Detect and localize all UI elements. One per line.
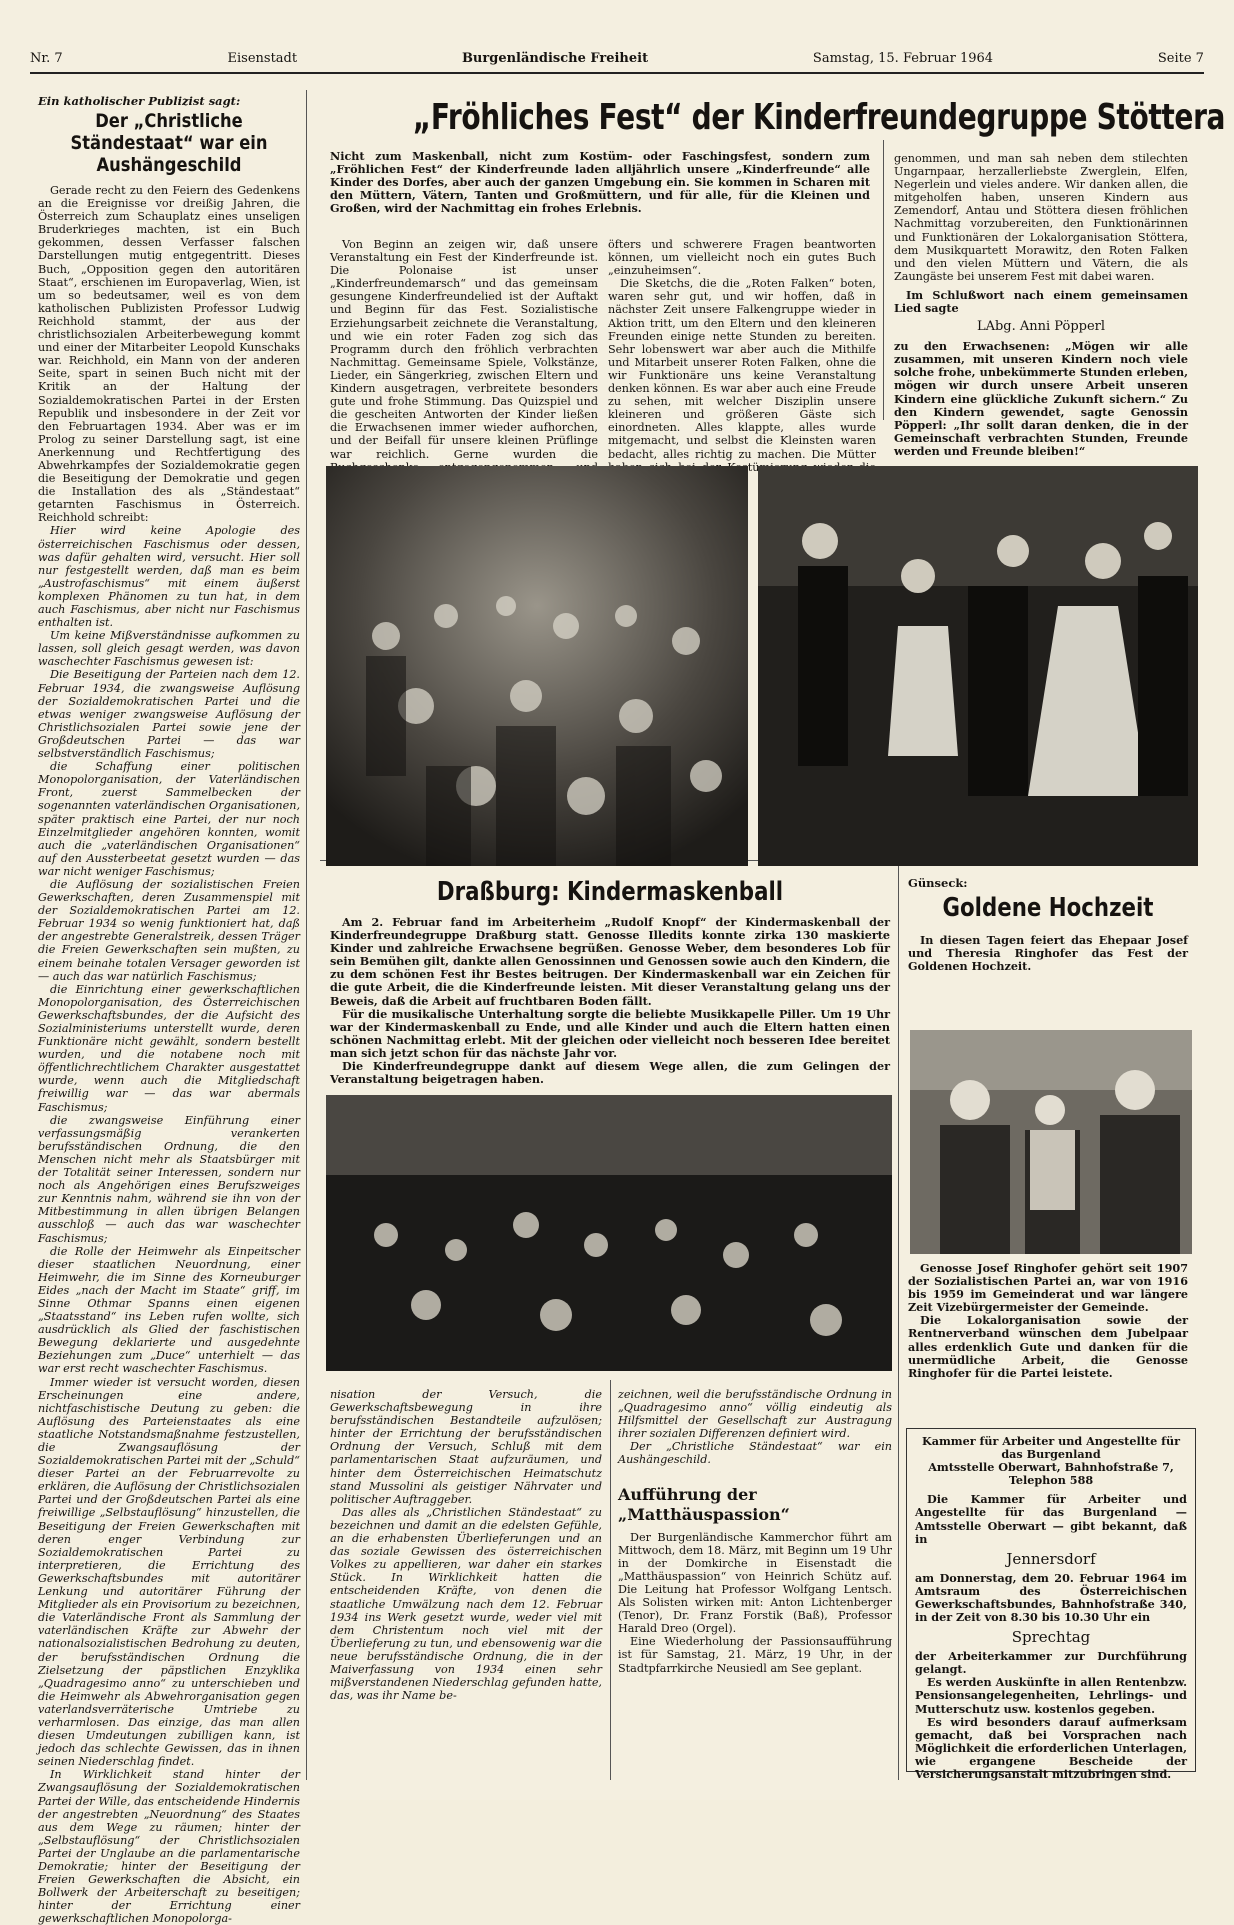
left-article-quote: Die Beseitigung der Parteien nach dem 12. Februar 1934, die zwangsweise Auflösung der Sozialdemokratischen Partei und die etwas weniger zwangsweise Auflösung der Christlichsozialen Partei sowie jene der Großdeutschen Partei — das war selbstverständlich Faschismus; [38,668,300,761]
column-rule [610,1380,611,1780]
column-rule [898,845,899,1780]
place-of-publication: Eisenstadt [227,50,298,66]
photo-children-polonaise [326,466,748,866]
left-article-quote: die zwangsweise Einführung einer verfassungsmäßig verankerten berufsständischen Ordnung, die den Menschen nicht mehr als Staatsbürger mit der Totalität seiner Interessen, sondern nur noch als Angehörigen eines Berufszweiges zur Kenntnis nahm, während sie ihn von der Mitbestimmung in allen übrigen Belangen ausschloß — auch das war waschechter Faschismus; [38,1113,300,1245]
column-rule [883,140,884,420]
column-rule [306,90,307,1780]
photo-image [758,466,1198,866]
page-number: Seite 7 [1157,50,1204,66]
notice-location: Jennersdorf [1006,1549,1096,1568]
notice-event: Sprechtag [1011,1628,1091,1647]
guensek-headline: Goldene Hochzeit [942,893,1154,923]
main-article-column-1: Von Beginn an zeigen wir, daß unsere Veranstaltung ein Fest der Kinderfreunde ist. Die Polonaise ist unser „Kinderfreundemarsch“ und das gemeinsam gesungene Kinderfreundelied ist der Auftakt und Beginn für das Fest. Sozialistische Erziehungsarbeit zeichnete die Veranstaltung, und wie ein roter Faden zog sich das Programm durch den fröhlich verbrachten Nachmittag. Gemeinsame Spiele, Volkstänze, Lieder, ein Sängerkrieg, zwischen Eltern und Kindern ausgetragen, verbreitete besonders gute und frohe Stimmung. Das Quizspiel und die gescheiten Antworten der Kinder ließen die Erwachsenen immer wieder aufhorchen, und der Beifall für unsere kleinen Prüflinge war reichlich. Gerne wurden die [330,238,598,461]
speaker-name: LAbg. Anni Pöpperl [976,319,1106,335]
main-article-column-3: genommen, und man sah neben dem stilechten Ungarnpaar, herzallerliebste Zwerglein, Elfen, Negerlein und vieles andere. Wir danken allen, die mitgeholfen haben, unseren Kindern aus Zemendorf, Antau und Stöttera diesen fröhlichen Nachmittag vorzubereiten, den Funktionärinnen und Funktionären der Lokalorganisation Stöttera, dem Musikquartett Morawitz, den Roten Falken und den vielen Müttern und Vätern, die als Zaungäste bei unserem Fest mit dabei waren. Im Schlußwort nach einem gemeinsamen Lied sagte LAbg. Anni Pöpperl zu den Erwachsenen: „Mögen wir alle zusammen, mit unseren Kindern noch viele solche frohe, unbekümmerte Stunden erleben, mögen wir durch unsere Arbeit unseren Kindern eine glückliche Zukunft sichern.“ Zu den Kindern gewendet, sagte Genossin Pöpperl: „Ihr sollt daran denken, die in der Gemeinschaft verbrachten Stunden, Freunde werden und Freunde bleiben!“ [894,152,1188,458]
newspaper-name: Burgenländische Freiheit [461,50,649,66]
kammer-notice-box: Kammer für Arbeiter und Angestellte für das Burgenland Amtsstelle Oberwart, Bahnhofstraße 7, Telephon 588 Die Kammer für Arbeiter und Angestellte für das Burgenland — Amtsstelle Oberwart — gibt bekannt, daß in Jennersdorf am Donnerstag, dem 20. Februar 1964 im Amtsraum des Österreichischen Gewerkschaftsbundes, Bahnhofstraße 340, in der Zeit von 8.30 bis 10.30 Uhr ein Sprechtag der Arbeiterkammer zur Durchführung gelangt. Es werden Auskünfte in allen Rentenbzw. Pensionsangelegenheiten, Lehrlings- und Mutterschutz usw. kostenlos gegeben. Es wird besonders darauf aufmerksam gemacht, daß bei Vorsprachen nach Möglichkeit die erforderlichen Unterlagen, wie ergangene Bescheide der Versicherungsanstalt mitzubringen sind. [906,1428,1196,1772]
guensek-article: Günseck: Goldene Hochzeit In diesen Tagen feiert das Ehepaar Josef und Theresia Ringhofer das Fest der Goldenen Hochzeit. [908,876,1188,974]
guensek-article-body: Genosse Josef Ringhofer gehört seit 1907 der Sozialistischen Partei an, war von 1916 bis 1959 im Gemeinderat und war längere Zeit Vizebürgermeister der Gemeinde. Die Lokalorganisation sowie der Rentnerverband wünschen dem Jubelpaar alles erdenklich Gute und danken für die unermüdliche Arbeit, die Genosse Ringhofer für die Partei leistete. [908,1261,1188,1380]
photo-image [326,466,748,866]
left-article-continuation-2: zeichnen, weil die berufsständische Ordnung in „Quadragesimo anno“ völlig eindeutig als Hilfsmittel der Gesellschaft zur Austragung ihrer sozialen Differenzen definiert wird. Der „Christliche Ständestaat“ war ein Aushängeschild. Aufführung der „Matthäuspassion“ Der Burgenländische Kammerchor führt am Mittwoch, dem 18. März, mit Beginn um 19 Uhr in der Domkirche in Eisenstadt die „Matthäuspassion“ von Heinrich Schütz auf. Die Leitung hat Professor Wolfgang Lentsch. Als Solisten wirken mit: Anton Lichtenberger (Tenor), Dr. Franz Forstik (Baß), Professor Harald Dreo (Orgel). Eine Wiederholung der Passionsaufführung ist für Samstag, 21. März, 19 Uhr, in der Stadtpfarrkirche Neusiedl am See geplant. [618,1388,892,1675]
photo-image [326,1095,892,1371]
left-article-quote: die Einrichtung einer gewerkschaftlichen Monopolorganisation, des Österreichischen Gewerkschaftsbundes, der die Aufsicht des Sozialministeriums unterstellt wurde, deren Funktionäre nicht gewählt, sondern bestellt wurden, und die notabene noch mit öffentlichrechtlichem Charakter ausgestattet wurde, wenn auch die Mitgliedschaft freiwillig war — das war abermals Faschismus; [38,982,300,1114]
left-article-quote: die Rolle der Heimwehr als Einpeitscher dieser staatlichen Neuordnung, einer Heimwehr, die im Sinne des Korneuburger Eides „nach der Macht im Staate“ griff, im Sinne Othmar Spanns einen eigenen „Staatsstand“ ins Leben rufen wollte, sich ausdrücklich als Glied der faschistischen Bewegung deklarierte und ausgedehnte Beziehungen zum „Duce“ unterhielt — das war erst recht waschechter Faschismus. [38,1244,300,1376]
left-article-kicker: Ein katholischer Publizist sagt: [38,94,241,108]
left-article-continuation: nisation der Versuch, die Gewerkschaftsbewegung in ihre berufsständischen Bestandteile aufzulösen; hinter der Errichtung der berufsständischen Ordnung der Versuch, Schluß mit dem parlamentarischen Staat aufzuräumen, und hinter dem Österreichischen Heimatschutz stand Mussolini als geistiger Nährvater und politischer Auftraggeber. Das alles als „Christlichen Ständestaat“ zu bezeichnen und damit an die edelsten Gefühle, an die erhabensten Überlieferungen und an das soziale Gewissen des österreichischen Volkes zu appellieren, war daher ein starkes Stück. In Wirklichkeit hatten die entscheidenden Kräfte, von denen die staatliche Umwälzung nach dem 12. Februar 1934 ins Werk gesetzt wurde, weder viel mit dem Christentum noch viel mit der Überlieferung zu tun, und ebensowenig war die neue berufsständische Ordnung, die in der Maiverfassung von 1934 einen sehr mißverstandenen Niederschlag gefunden hatte, das, was ihr Name be- [330,1388,602,1703]
matthaeus-headline: Aufführung der „Matthäuspassion“ [618,1484,790,1524]
left-article-quote: Hier wird keine Apologie des österreichischen Faschismus oder dessen, was dafür gehalten wird, versucht. Hier soll nur festgestellt werden, daß man es beim „Austrofaschismus“ mit einem äußerst komplexen Phänomen zu tun hat, in dem auch Faschismus, aber nicht nur Faschismus enthalten ist. [38,524,300,630]
left-article-quote: Immer wieder ist versucht worden, diesen Erscheinungen eine andere, nichtfaschistische Deutung zu geben: die Auflösung des Parteienstaates als eine staatliche Notstandsmaßnahme festzustellen, die Zwangsauflösung der Sozialdemokratischen Partei mit der „Schuld“ dieser Partei an der Februarrevolte zu erklären, die Auflösung der Christlichsozialen Partei und der Großdeutschen Partei als eine freiwillige „Selbstauflösung“ hinzustellen, die Beseitigung der Freien Gewerkschaften mit deren enger Verbindung zur Sozialdemokratischen Partei zu interpretieren, die Errichtung des Gewerkschaftsbundes mit autoritärer Lenkung und autoritärer Führung der Mitglieder als ein Provisorium zu bezeichnen, die Vaterländische Front als Sammlung der vaterländischen Kräfte zur Abwehr der nationalsozialistischen Bedrohung zu deuten, der berufsständischen Ordnung die Zielsetzung der päpstlichen Enzyklika „Quadragesimo anno“ zu unterschieben und die Heimwehr als Abwehrorganisation gegen vaterlandsverräterische Umtriebe zu verharmlosen. Das einzige, das man allen diesen Umdeutungen zubilligen kann, ist jedoch das schlechte Gewissen, das in ihnen seinen Niederschlag findet. [38,1375,300,1769]
left-article-quote: die Schaffung einer politischen Monopolorganisation, der Vaterländischen Front, zuerst Sammelbecken der sogenannten vaterländischen Organisationen, später praktisch eine Partei, der nur noch Einzelmitglieder angehören konnten, womit auch die „vaterländischen Organisationen“ auf den Aussterbeetat gesetzt wurden — das war nicht weniger Faschismus; [38,760,300,878]
left-article-quote: In Wirklichkeit stand hinter der Zwangsauflösung der Sozialdemokratischen Partei der Wille, das entscheidende Hindernis der angestrebten „Neuordnung“ des Staates aus dem Wege zu räumen; hinter der „Selbstauflösung“ der Christlichsozialen Partei der Unglaube an die parlamentarische Demokratie; hinter der Beseitigung der Freien Gewerkschaften die Absicht, ein Bollwerk der Arbeiterschaft zu beseitigen; hinter der Errichtung einer gewerkschaftlichen Monopolorga- [38,1768,300,1925]
left-article-quote: Um keine Mißverständnisse aufkommen zu lassen, soll gleich gesagt werden, was davon waschechter Faschismus gewesen ist: [38,629,300,669]
header-rule [30,72,1204,74]
drassburg-article: Draßburg: Kindermaskenball Am 2. Februar fand im Arbeiterheim „Rudolf Knopf“ der Kindermaskenball der Kinderfreundegruppe Draßburg statt. Genosse Illedits konnte zirka 130 maskierte Kinder und zahlreiche Erwachsene begrüßen. Genosse Weber, dem besonderes Lob für sein Bemühen gilt, dankte allen Genossinnen und Genossen sowie auch den Kindern, die zu dem schönen Fest ihr Bestes beitrugen. Der Kindermaskenball war ein Zeichen für die gute Arbeit, die die Kinderfreunde leisten. Mit dieser Veranstaltung gelang uns der Beweis, daß die Arbeit auf fruchtbaren Boden fällt. Für die musikalische Unterhaltung sorgte die beliebte Musikkapelle Piller. Um 19 Uhr war der Kindermaskenball zu Ende, und alle Kinder und auch die Eltern hatten einen schönen Nachmittag erlebt. Mit der gleichen oder vielleicht noch besseren Idee bereitet man sich jetzt schon für das nächste Jahr vor. Die Kinderfreundegruppe dankt auf diesem Wege allen, die zum Gelingen der Veranstaltung beigetragen haben. [330,877,890,1087]
left-article [38,94,300,1925]
photo-golden-wedding-couple [910,1030,1192,1254]
photo-drassburg-maskenball [326,1095,892,1371]
left-article-paragraph: Gerade recht zu den Feiern des Gedenkens an die Ereignisse vor dreißig Jahren, die Österreich zum Schauplatz eines unseligen Bruderkrieges machten, ist ein Buch gekommen, dessen Verfasser falschen Darstellungen mutig entgegentritt. Dieses Buch, „Opposition gegen den autoritären Staat“, erschienen im Europaverlag, Wien, ist um so bedeutsamer, weil es von dem katholischen Publizisten Professor Ludwig Reichhold stammt, der aus der christlichsozialen Arbeiterbewegung kommt und einer der Mitarbeiter Leopold Kunschaks war. Reichhold, ein Mann von der anderen Seite, spart in seinen Buch nicht mit der Kritik an der Haltung der Sozialdemokratischen Partei in der Ersten Republik und insbesondere in der Zeit vor den Februartagen 1934. Aber was er im Prolog zu seiner Darstellung sagt, ist eine Anerkennung und Rechtfertigung des Abwehrkampfes der Sozialdemokratie gegen die Beseitigung der Demokratie und gegen die Installation des als „Ständestaat“ getarnten Faschismus in Österreich. Reichhold schreibt: [38,184,300,525]
main-article-headline: „Fröhliches Fest“ der Kinderfreundegruppe Stöttera [412,97,1226,138]
photo-image [910,1030,1192,1254]
left-article-quote: die Auflösung der sozialistischen Freien Gewerkschaften, deren Zusammenspiel mit der Sozialdemokratischen Partei am 12. Februar 1934 so wenig funktioniert hat, daß der angestrebte Generalstreik, dessen Träger die Freien Gewerkschaften sein mußten, zu einem beinahe totalen Versager geworden ist — auch das war natürlich Faschismus; [38,877,300,983]
issue-number: Nr. 7 [30,50,63,66]
guensek-kicker: Günseck: [908,876,968,890]
photo-children-costumes [758,466,1198,866]
page-header [30,46,1204,70]
main-article-column-2: öfters und schwerere Fragen beantworten können, um vielleicht noch ein gutes Buch „einzuheimsen“. Die Sketchs, die die „Roten Falken“ boten, waren sehr gut, und wir hoffen, daß in nächster Zeit unsere Falkengruppe wieder in Aktion tritt, um den Eltern und den kleineren Freunden einige nette Stunden zu bereiten. Sehr lobenswert war aber auch die Mithilfe und Mitarbeit unserer Roten Falken, ohne die wir Funktionäre uns keine Veranstaltung denken können. Es war aber auch eine Freude zu sehen, mit welcher Disziplin unsere kleineren und größeren Gäste sich einordneten. Alles klappte, alles wurde mitgemacht, und selbst die Kleinsten waren bedacht, alles richtig zu machen. Die Mütter [608,238,876,461]
issue-date: Samstag, 15. Februar 1964 [812,50,994,66]
drassburg-headline: Draßburg: Kindermaskenball [436,877,784,907]
main-article-lead: Nicht zum Maskenball, nicht zum Kostüm- oder Faschingsfest, sondern zum „Fröhlichen Fest“ der Kinderfreunde laden alljährlich unsere „Kinderfreunde“ alle Kinder des Dorfes, aber auch der ganzen Umgebung ein. Sie kommen in Scharen mit den Müttern, Vätern, Tanten und Großmüttern, und für alle, für die Kleinen und Großen, wird der Nachmittag ein frohes Erlebnis. [330,149,870,216]
main-article-headline-wrap [316,97,1226,138]
left-article-headline: Der „Christliche Ständestaat“ war ein Aushängeschild [70,110,268,176]
